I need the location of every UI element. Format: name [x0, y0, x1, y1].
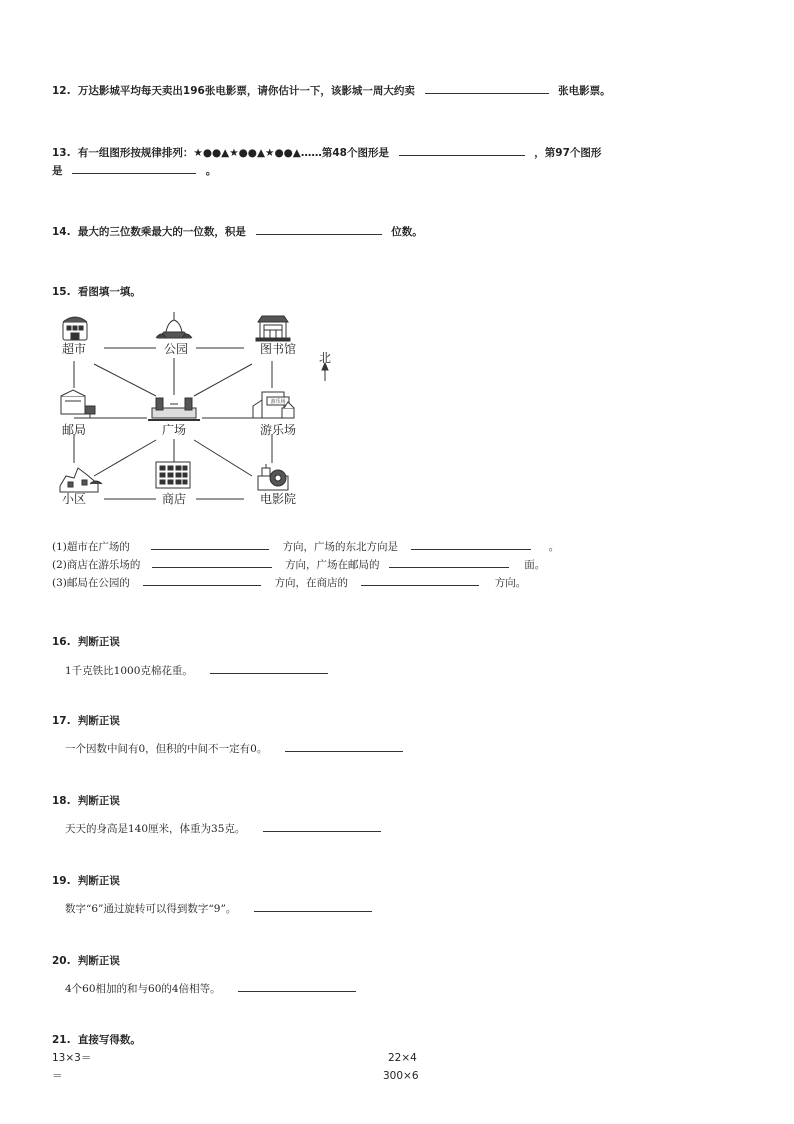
sub-text: (3)邮局在公园的	[52, 577, 130, 589]
question-16-statement	[65, 662, 328, 678]
answer-blank-3b[interactable]	[361, 574, 479, 586]
sub-text: 方向，在商店的	[274, 577, 349, 589]
question-number: 20.	[52, 955, 71, 967]
question-title: 直接写得数。	[77, 1034, 141, 1046]
label-cinema: 电影院	[259, 492, 297, 506]
q15-sub1	[52, 538, 559, 554]
label-square: 广场	[161, 423, 187, 437]
label-post-office: 邮局	[61, 423, 87, 437]
answer-blank-48[interactable]	[399, 144, 525, 156]
sub-text: 方向，广场的东北方向是	[282, 541, 399, 553]
answer-blank[interactable]	[263, 820, 381, 832]
q15-sub2	[52, 556, 545, 572]
community-icon	[60, 468, 102, 492]
label-community: 小区	[61, 492, 87, 506]
sub-text: 方向，广场在邮局的	[285, 559, 380, 571]
answer-blank[interactable]	[254, 900, 372, 912]
post-office-icon	[61, 390, 95, 418]
sub-text: (2)商店在游乐场的	[52, 559, 141, 571]
question-text: 万达影城平均每天卖出196张电影票，请你估计一下，该影城一周大约卖	[77, 85, 415, 97]
question-17-statement	[65, 740, 403, 756]
question-number: 14.	[52, 226, 71, 238]
q15-sub3	[52, 574, 526, 590]
question-13	[52, 144, 601, 160]
question-20-statement	[65, 980, 356, 996]
map-lines	[52, 308, 352, 514]
question-number: 17.	[52, 715, 71, 727]
question-14	[52, 223, 423, 239]
question-number: 19.	[52, 875, 71, 887]
answer-blank[interactable]	[285, 740, 403, 752]
question-number: 12.	[52, 85, 71, 97]
question-20	[52, 954, 120, 968]
sub-text: 面。	[524, 559, 546, 571]
amusement-park-sign: 游乐场	[270, 399, 286, 405]
question-16	[52, 635, 120, 649]
answer-blank-2a[interactable]	[152, 556, 272, 568]
question-15	[52, 285, 141, 299]
calc-equals: ＝	[52, 1070, 63, 1082]
sub-text: (1)超市在广场的	[52, 541, 130, 553]
shop-icon	[156, 462, 190, 488]
question-title: 判断正误	[77, 795, 120, 807]
label-park: 公园	[163, 342, 189, 356]
question-21	[52, 1033, 141, 1047]
question-text-end: 张电影票。	[558, 85, 611, 97]
calc-expression-3: 300×6	[383, 1070, 419, 1082]
answer-blank[interactable]	[210, 662, 328, 674]
answer-blank[interactable]	[425, 82, 549, 94]
statement-text: 一个因数中间有0，但积的中间不一定有0。	[65, 743, 268, 755]
library-icon	[256, 316, 290, 341]
answer-blank[interactable]	[256, 223, 382, 235]
question-title: 判断正误	[77, 715, 120, 727]
answer-blank-1b[interactable]	[411, 538, 531, 550]
question-number: 13.	[52, 147, 71, 159]
label-shop: 商店	[161, 492, 187, 506]
question-number: 16.	[52, 636, 71, 648]
park-icon	[156, 312, 192, 338]
question-title: 看图填一填。	[77, 286, 141, 298]
direction-map	[52, 308, 352, 514]
sub-text: 方向。	[494, 577, 527, 589]
statement-text: 天天的身高是140厘米，体重为35克。	[65, 823, 246, 835]
question-title: 判断正误	[77, 636, 120, 648]
supermarket-icon	[63, 317, 87, 340]
label-amusement-park: 游乐场	[259, 423, 297, 437]
question-text-48: 第48个图形是	[321, 147, 389, 159]
amusement-park-icon	[253, 392, 294, 418]
question-text-end: 位数。	[391, 226, 423, 238]
answer-blank[interactable]	[238, 980, 356, 992]
question-18-statement	[65, 820, 381, 836]
question-text-shi: 是	[52, 165, 63, 177]
question-19	[52, 874, 120, 888]
question-text: 有一组图形按规律排列：	[77, 147, 194, 159]
question-text-97: ，第97个图形	[534, 147, 602, 159]
question-number: 18.	[52, 795, 71, 807]
statement-text: 4个60相加的和与60的4倍相等。	[65, 983, 221, 995]
answer-blank-1a[interactable]	[151, 538, 269, 550]
cinema-icon	[258, 464, 288, 490]
answer-blank-2b[interactable]	[389, 556, 509, 568]
question-title: 判断正误	[77, 955, 120, 967]
question-19-statement	[65, 900, 372, 916]
question-13-cont	[52, 162, 216, 178]
question-text: 最大的三位数乘最大的一位数，积是	[77, 226, 246, 238]
sub-text: 。	[548, 541, 560, 553]
square-icon	[148, 398, 200, 420]
label-north: 北	[318, 351, 332, 365]
shape-sequence: ★●●▲★●●▲★●●▲……	[193, 147, 322, 159]
label-library: 图书馆	[259, 342, 297, 356]
question-17	[52, 714, 120, 728]
question-title: 判断正误	[77, 875, 120, 887]
question-18	[52, 794, 120, 808]
statement-text: 数字“6”通过旋转可以得到数字“9”。	[65, 903, 237, 915]
calc-expression-1: 13×3＝	[52, 1052, 92, 1064]
answer-blank-3a[interactable]	[143, 574, 261, 586]
question-number: 15.	[52, 286, 71, 298]
label-supermarket: 超市	[61, 342, 87, 356]
question-number: 21.	[52, 1034, 71, 1046]
answer-blank-97[interactable]	[72, 162, 196, 174]
statement-text: 1千克铁比1000克棉花重。	[65, 665, 193, 677]
calc-expression-2: 22×4	[388, 1052, 417, 1064]
question-12	[52, 82, 611, 98]
question-text-end: 。	[205, 165, 217, 177]
